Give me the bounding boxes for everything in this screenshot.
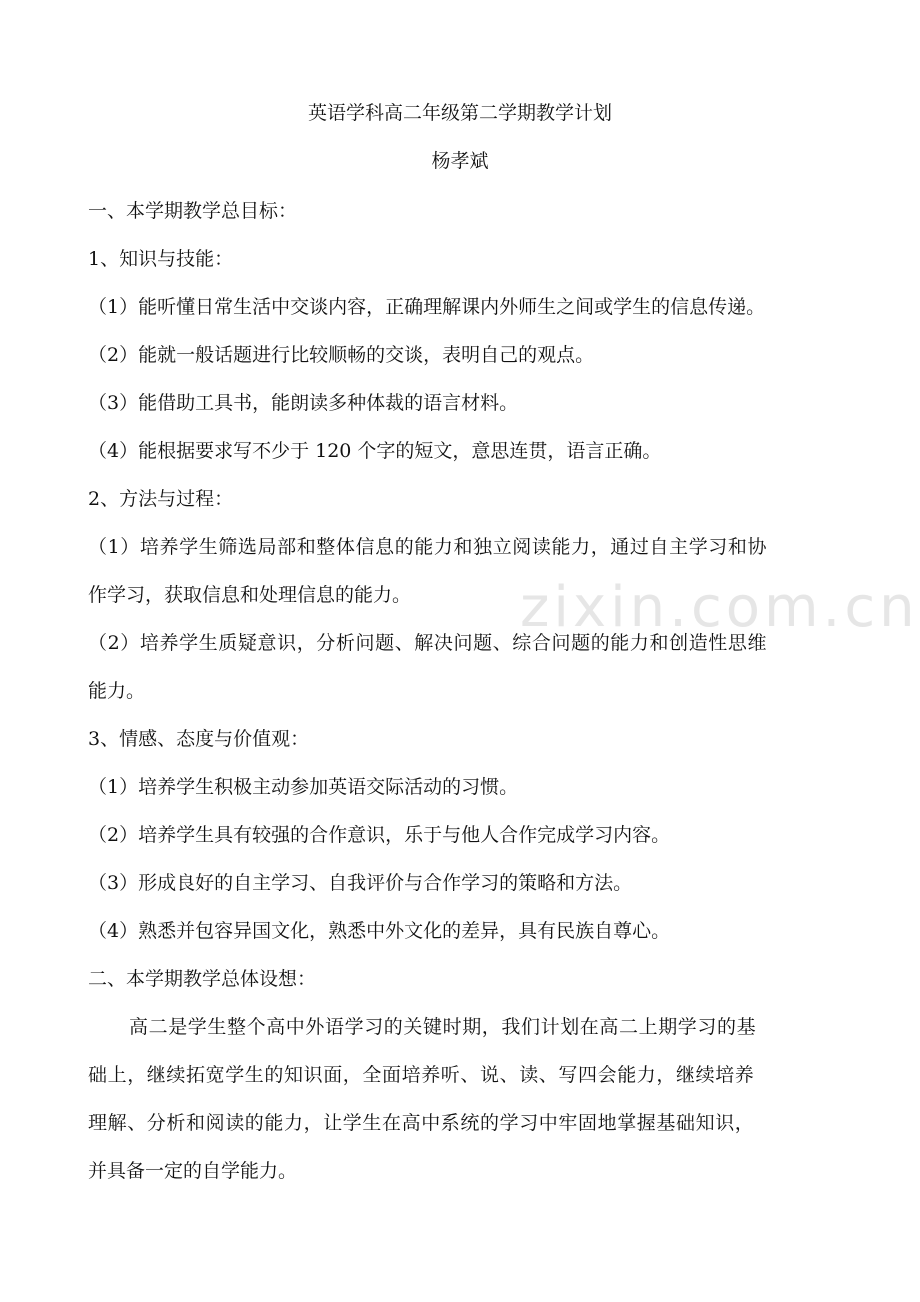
paragraph-line: 作学习，获取信息和处理信息的能力。: [88, 584, 412, 606]
paragraph-line: （3）形成良好的自主学习、自我评价与合作学习的策略和方法。: [88, 872, 633, 894]
paragraph-line: （2）培养学生质疑意识，分析问题、解决问题、综合问题的能力和创造性思维: [88, 632, 768, 654]
paragraph-line: 础上，继续拓宽学生的知识面，全面培养听、说、读、写四会能力，继续培养: [88, 1064, 755, 1086]
paragraph-line: （1）能听懂日常生活中交谈内容，正确理解课内外师生之间或学生的信息传递。: [88, 296, 766, 318]
paragraph-line: 理解、分析和阅读的能力，让学生在高中系统的学习中牢固地掌握基础知识，: [88, 1112, 755, 1134]
paragraph-line: 能力。: [88, 680, 146, 702]
paragraph-line: 高二是学生整个高中外语学习的关键时期，我们计划在高二上期学习的基: [129, 1016, 757, 1038]
document-author: 杨孝斌: [431, 150, 489, 172]
section-heading-plan: 二、本学期教学总体设想：: [88, 968, 317, 990]
subsection-heading-methods: 2、方法与过程：: [88, 488, 234, 510]
document-title: 英语学科高二年级第二学期教学计划: [307, 102, 612, 124]
paragraph-line: （4）熟悉并包容异国文化，熟悉中外文化的差异，具有民族自尊心。: [88, 920, 671, 942]
subsection-heading-knowledge: 1、知识与技能：: [88, 248, 234, 270]
paragraph-line: （2）能就一般话题进行比较顺畅的交谈，表明自己的观点。: [88, 344, 595, 366]
paragraph-line: （1）培养学生筛选局部和整体信息的能力和独立阅读能力，通过自主学习和协: [88, 536, 768, 558]
subsection-heading-attitudes: 3、情感、态度与价值观：: [88, 728, 310, 750]
section-heading-goals: 一、本学期教学总目标：: [88, 200, 298, 222]
paragraph-line: 并具备一定的自学能力。: [88, 1160, 298, 1182]
watermark: zixin.com.cn: [520, 575, 919, 640]
paragraph-line: （2）培养学生具有较强的合作意识，乐于与他人合作完成学习内容。: [88, 824, 671, 846]
paragraph-line: （3）能借助工具书，能朗读多种体裁的语言材料。: [88, 392, 519, 414]
paragraph-line: （1）培养学生积极主动参加英语交际活动的习惯。: [88, 776, 519, 798]
paragraph-line: （4）能根据要求写不少于 120 个字的短文，意思连贯，语言正确。: [88, 440, 662, 462]
